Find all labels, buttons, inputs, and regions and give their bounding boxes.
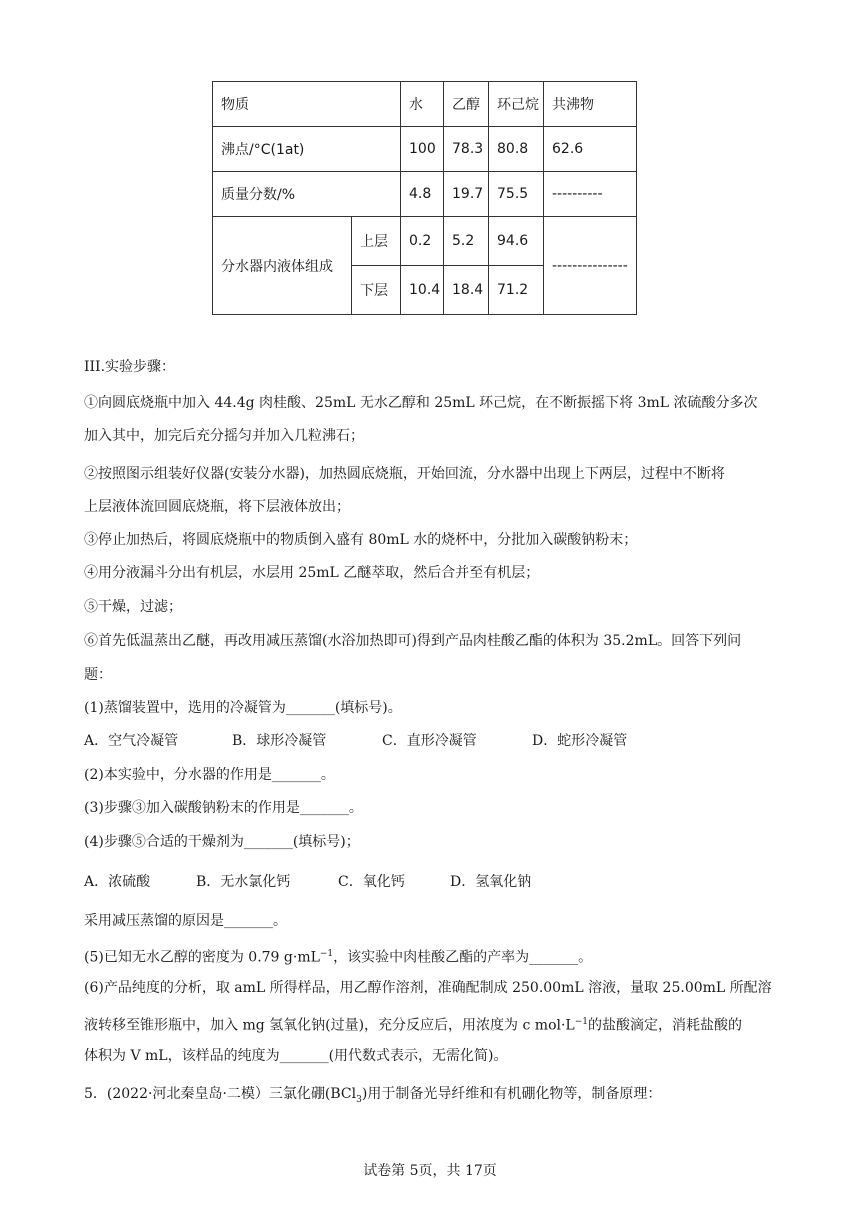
table-cell: 上层 bbox=[352, 217, 401, 266]
question-4b: 采用减压蒸馏的原因是_______。 bbox=[84, 913, 287, 929]
question-2: (2)本实验中，分水器的作用是_______。 bbox=[84, 767, 335, 783]
step-line: ④用分液漏斗分出有机层，水层用 25mL 乙醚萃取，然后合并至有机层； bbox=[84, 565, 540, 581]
table-cell: 94.6 bbox=[489, 217, 544, 266]
azeotrope-data-table bbox=[212, 81, 637, 315]
table-row bbox=[213, 172, 637, 217]
option-b: B．球形冷凝管 bbox=[232, 733, 327, 749]
question-3: (3)步骤③加入碳酸钠粉末的作用是_______。 bbox=[84, 800, 363, 816]
option-c: C．氧化钙 bbox=[338, 874, 405, 890]
formula-subscript: 3 bbox=[356, 1094, 362, 1105]
table-cell: 共沸物 bbox=[544, 82, 637, 127]
option-c: C．直形冷凝管 bbox=[382, 733, 477, 749]
question-4-options bbox=[84, 872, 531, 892]
problem-5-text: 5．(2022·河北秦皇岛·二模）三氯化硼( bbox=[84, 1086, 331, 1102]
table-cell: 80.8 bbox=[489, 127, 544, 172]
table-row bbox=[213, 82, 637, 127]
table-cell: 5.2 bbox=[444, 217, 489, 266]
table-cell: 78.3 bbox=[444, 127, 489, 172]
table-cell: 75.5 bbox=[489, 172, 544, 217]
q5-superscript: −1 bbox=[319, 949, 334, 959]
option-a: A．浓硫酸 bbox=[84, 874, 151, 890]
step-line: ③停止加热后，将圆底烧瓶中的物质倒入盛有 80mL 水的烧杯中，分批加入碳酸钠粉末； bbox=[84, 532, 638, 548]
step-line: ⑤干燥，过滤； bbox=[84, 599, 182, 615]
step-line: ①向圆底烧瓶中加入 44.4g 肉桂酸、25mL 无水乙醇和 25mL 环己烷，在不断振摇下将 3mL 浓硫酸分多次 bbox=[84, 395, 758, 411]
q6-superscript: −1 bbox=[574, 1017, 589, 1027]
option-b: B．无水氯化钙 bbox=[196, 874, 291, 890]
table-cell: ---------- bbox=[544, 172, 637, 217]
chem-formula: BCl bbox=[330, 1086, 357, 1102]
q6-text: 液转移至锥形瓶中，加入 mg 氢氧化钠(过量)，充分反应后，用浓度为 c mol·L bbox=[84, 1017, 575, 1034]
table-cell: 环己烷 bbox=[489, 82, 544, 127]
q6-text-end: 的盐酸滴定，消耗盐酸的 bbox=[588, 1017, 743, 1034]
table-cell: 沸点/°C(1at) bbox=[213, 127, 401, 172]
question-4: (4)步骤⑤合适的干燥剂为_______(填标号)； bbox=[84, 834, 360, 850]
section-title: III.实验步骤： bbox=[84, 359, 176, 375]
table-row bbox=[213, 217, 637, 266]
problem-5-text-end: )用于制备光导纤维和有机硼化物等，制备原理： bbox=[361, 1086, 662, 1102]
question-1: (1)蒸馏装置中，选用的冷凝管为_______(填标号)。 bbox=[84, 700, 402, 716]
question-6-line-2 bbox=[84, 1012, 742, 1036]
table-row bbox=[213, 127, 637, 172]
step-line: 加入其中，加完后充分摇匀并加入几粒沸石； bbox=[84, 428, 364, 444]
q5-text: (5)已知无水乙醇的密度为 0.79 g·mL bbox=[84, 949, 320, 966]
table-cell: 乙醇 bbox=[444, 82, 489, 127]
table-cell: 分水器内液体组成 bbox=[213, 217, 352, 315]
option-a: A．空气冷凝管 bbox=[84, 733, 179, 749]
problem-5-intro bbox=[84, 1084, 661, 1110]
table-cell: --------------- bbox=[544, 217, 637, 315]
step-line: 题： bbox=[84, 667, 112, 683]
table-cell: 物质 bbox=[213, 82, 401, 127]
option-d: D．氢氧化钠 bbox=[450, 874, 532, 890]
table-cell: 10.4 bbox=[401, 266, 444, 315]
table-cell: 0.2 bbox=[401, 217, 444, 266]
step-line: 上层液体流回圆底烧瓶，将下层液体放出； bbox=[84, 499, 350, 515]
table-cell: 下层 bbox=[352, 266, 401, 315]
table-cell: 4.8 bbox=[401, 172, 444, 217]
page-footer: 试卷第 5页，共 17页 bbox=[363, 1163, 497, 1179]
question-1-options bbox=[84, 731, 627, 751]
table-cell: 质量分数/% bbox=[213, 172, 401, 217]
step-line: ⑥首先低温蒸出乙醚，再改用减压蒸馏(水浴加热即可)得到产品肉桂酸乙酯的体积为 35.2mL。回答下列问 bbox=[84, 633, 742, 649]
table-cell: 18.4 bbox=[444, 266, 489, 315]
table-cell: 19.7 bbox=[444, 172, 489, 217]
table-cell: 水 bbox=[401, 82, 444, 127]
option-d: D．蛇形冷凝管 bbox=[532, 733, 628, 749]
table-cell: 71.2 bbox=[489, 266, 544, 315]
q5-text-end: ，该实验中肉桂酸乙酯的产率为_______。 bbox=[333, 949, 593, 966]
question-5 bbox=[84, 944, 592, 968]
step-line: ②按照图示组装好仪器(安装分水器)，加热圆底烧瓶，开始回流，分水器中出现上下两层，过程中不断将 bbox=[84, 466, 725, 482]
table-cell: 62.6 bbox=[544, 127, 637, 172]
question-6-line-3: 体积为 V mL，该样品的纯度为_______(用代数式表示，无需化简)。 bbox=[84, 1048, 508, 1064]
table-cell: 100 bbox=[401, 127, 444, 172]
question-6-line-1: (6)产品纯度的分析，取 amL 所得样品，用乙醇作溶剂，准确配制成 250.00mL 溶液，量取 25.00mL 所配溶 bbox=[84, 980, 772, 996]
